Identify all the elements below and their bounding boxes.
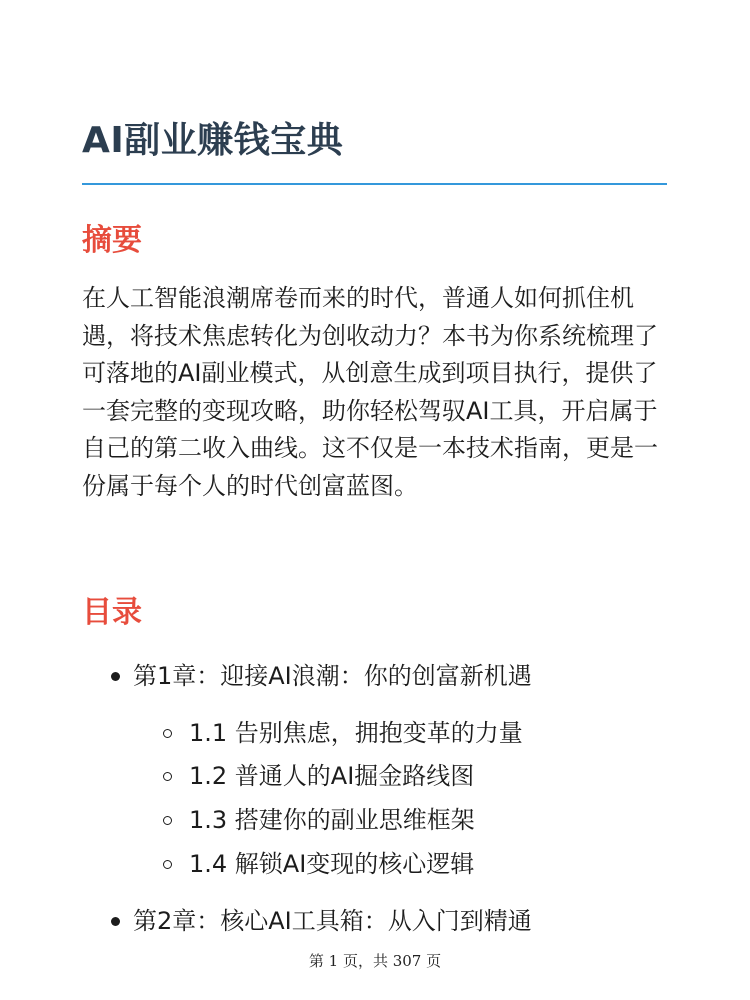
toc-chapter-label: 第2章：核心AI工具箱：从入门到精通 xyxy=(133,907,532,935)
page-number: 第 1 页，共 307 页 xyxy=(308,952,442,970)
toc-section-label: 1.2 普通人的AI掘金路线图 xyxy=(189,762,475,790)
toc-section-label: 1.1 告别焦虑，拥抱变革的力量 xyxy=(189,719,523,747)
title-divider xyxy=(82,183,667,185)
toc-section-label: 1.4 解锁AI变现的核心逻辑 xyxy=(189,850,475,878)
abstract-heading: 摘要 xyxy=(82,223,142,258)
document-title: AI副业赚钱宝典 xyxy=(82,120,344,161)
bullet-disc-icon xyxy=(111,917,120,926)
abstract-text: 在人工智能浪潮席卷而来的时代，普通人如何抓住机遇，将技术焦虑转化为创收动力？本书为你系统梳理了可落地的AI副业模式，从创意生成到项目执行，提供了一套完整的变现攻略，助你轻松驾驭AI工具，开启属于自己的第二收入曲线。这不仅是一本技术指南，更是一份属于每个人的时代创富蓝图。 xyxy=(82,284,658,500)
bullet-disc-icon xyxy=(111,672,120,681)
bullet-circle-icon xyxy=(163,772,172,781)
bullet-circle-icon xyxy=(163,860,172,869)
toc-chapter-label: 第1章：迎接AI浪潮：你的创富新机遇 xyxy=(133,662,532,690)
toc-heading: 目录 xyxy=(82,595,142,630)
bullet-circle-icon xyxy=(163,816,172,825)
toc-section-label: 1.3 搭建你的副业思维框架 xyxy=(189,806,475,834)
bullet-circle-icon xyxy=(163,729,172,738)
